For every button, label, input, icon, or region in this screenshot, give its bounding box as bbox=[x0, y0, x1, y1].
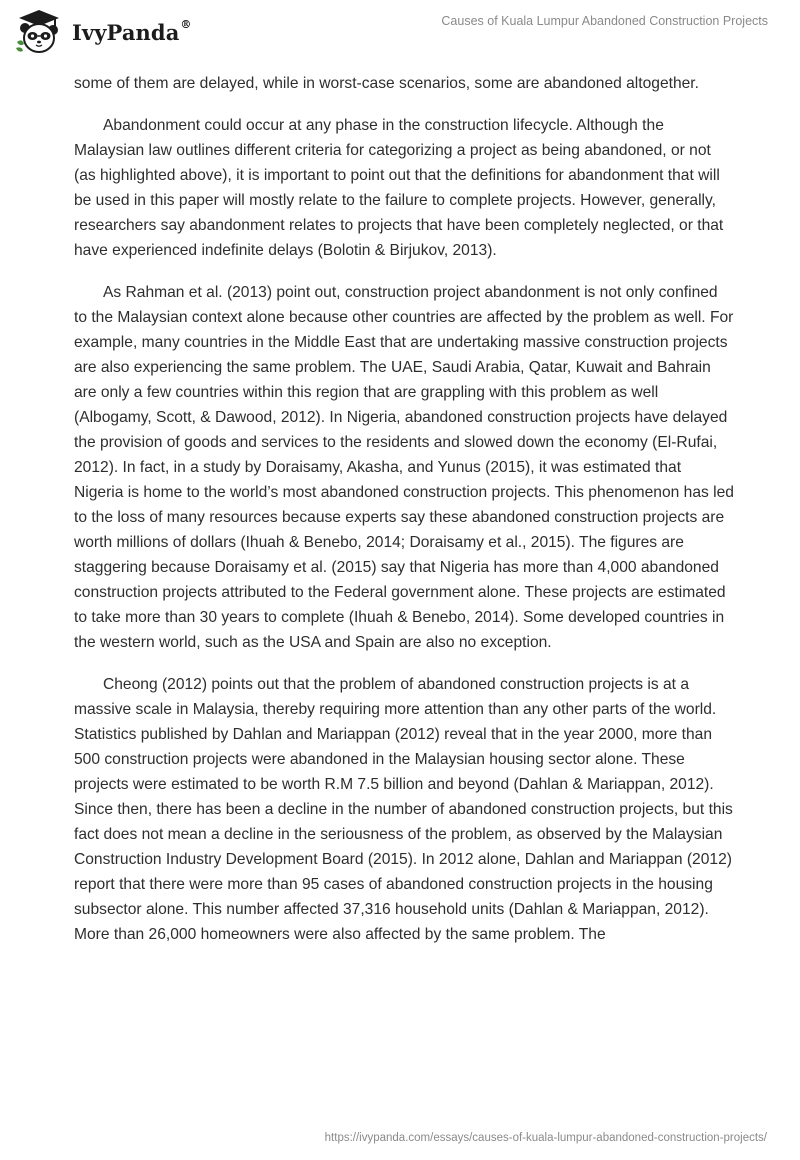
brand-name: IvyPanda® bbox=[72, 17, 192, 45]
document-title: Causes of Kuala Lumpur Abandoned Construction Projects bbox=[441, 14, 768, 28]
paragraph: Abandonment could occur at any phase in the construction lifecycle. Although the Malaysian law outlines different criteria for categorizing a project as being abandoned, or not (as highlighted above), it is important to point out that the definitions for abandonment that will be used in this paper will mostly relate to the failure to complete projects. However, generally, researchers say abandonment relates to projects that have been completely neglected, or that have experienced indefinite delays (Bolotin & Birjukov, 2013). bbox=[74, 117, 724, 259]
paragraph: Cheong (2012) points out that the problem of abandoned construction projects is at a massive scale in Malaysia, thereby requiring more attention than any other parts of the world. Statistics published by Dahlan and Mariappan (2012) reveal that in the year 2000, more than 500 construction projects were abandoned in the Malaysian housing sector alone. These projects were estimated to be worth R.M 7.5 billion and beyond (Dahlan & Mariappan, 2012). Since then, there has been a decline in the number of abandoned construction projects, but this fact does not mean a decline in the seriousness of the problem, as observed by the Malaysian Construction Industry Development Board (2015). In 2012 alone, Dahlan and Mariappan (2012) report that there were more than 95 cases of abandoned construction projects in the housing subsector alone. This number affected 37,316 household units (Dahlan & Mariappan, 2012). More than 26,000 homeowners were also affected by the same problem. The bbox=[74, 676, 733, 943]
essay-body bbox=[74, 71, 734, 964]
page-header bbox=[0, 0, 800, 62]
brand-logo[interactable] bbox=[14, 8, 192, 56]
panda-graduate-icon bbox=[14, 8, 64, 56]
paragraph-continuation: some of them are delayed, while in worst-case scenarios, some are abandoned altogether. bbox=[74, 75, 699, 92]
paragraph: As Rahman et al. (2013) point out, construction project abandonment is not only confined to the Malaysian context alone because other countries are affected by the problem as well. For example, many countries in the Middle East that are undertaking massive construction projects are also experiencing the same problem. The UAE, Saudi Arabia, Qatar, Kuwait and Bahrain are only a few countries within this region that are grappling with this problem as well (Albogamy, Scott, & Dawood, 2012). In Nigeria, abandoned construction projects have delayed the provision of goods and services to the residents and slowed down the economy (El-Rufai, 2012). In fact, in a study by Doraisamy, Akasha, and Yunus (2015), it was estimated that Nigeria is home to the world’s most abandoned construction projects. This phenomenon has led to the loss of many resources because experts say these abandoned construction projects are worth millions of dollars (Ihuah & Benebo, 2014; Doraisamy et al., 2015). The figures are staggering because Doraisamy et al. (2015) say that Nigeria has more than 4,000 abandoned construction projects attributed to the Federal government alone. These projects are estimated to take more than 30 years to complete (Ihuah & Benebo, 2014). Some developed countries in the western world, such as the USA and Spain are also no exception. bbox=[74, 284, 734, 651]
registered-mark: ® bbox=[180, 17, 192, 31]
source-url-link[interactable]: https://ivypanda.com/essays/causes-of-kuala-lumpur-abandoned-construction-projects/ bbox=[324, 1132, 767, 1144]
